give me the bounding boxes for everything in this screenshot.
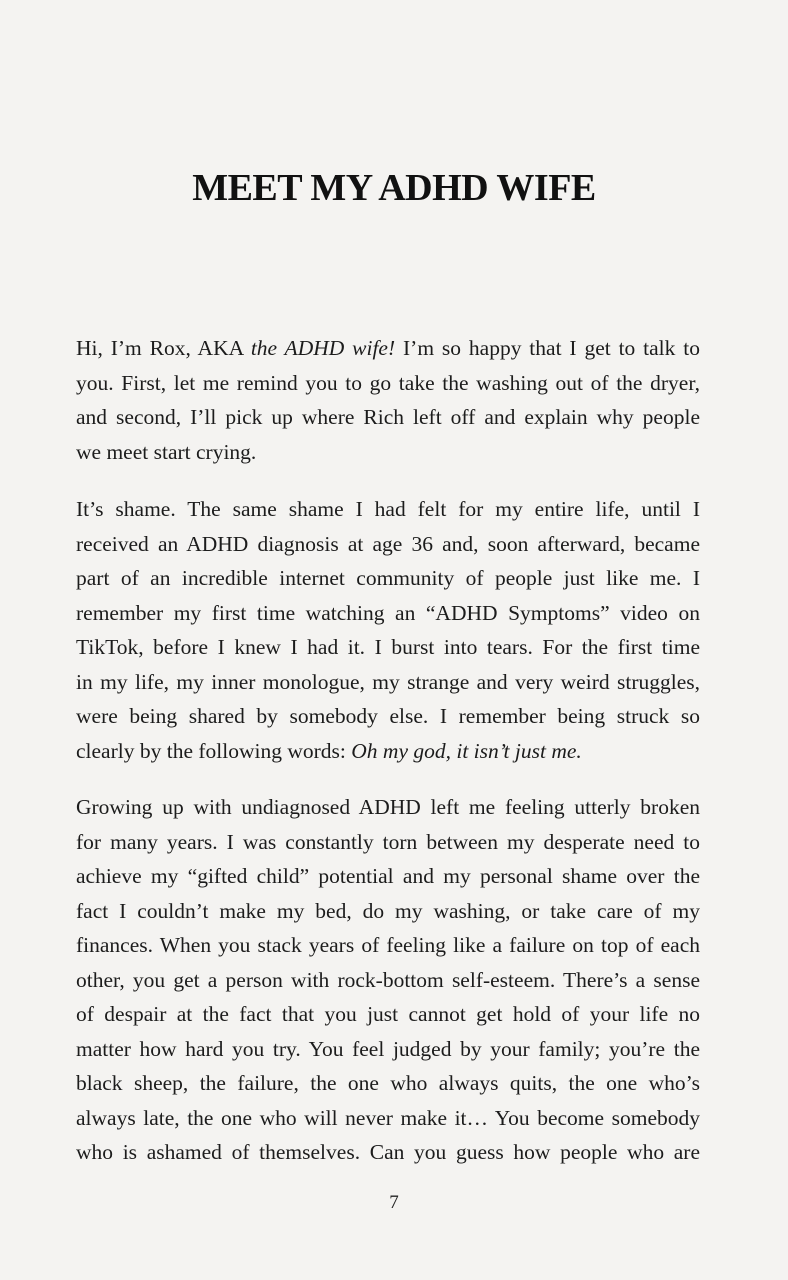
text-line: who is ashamed of themselves. Can you guess how people who are	[76, 1140, 700, 1164]
emphasis-text: Oh my god, it isn’t just me.	[351, 738, 582, 763]
paragraph-1	[76, 331, 700, 469]
text-line: Growing up with undiagnosed ADHD left me feeling utterly broken	[76, 795, 700, 819]
text-line: remember my first time watching an “ADHD Symptoms” video on	[76, 600, 700, 625]
chapter-title: MEET MY ADHD WIFE	[192, 167, 596, 209]
text-line: part of an incredible internet community of people just like me. I	[76, 566, 700, 590]
text-line: and second, I’ll pick up where Rich left off and explain why people	[76, 405, 700, 429]
text-line: we meet start crying.	[76, 439, 257, 464]
text-line: always late, the one who will never make it… You become somebody	[76, 1105, 700, 1130]
text-line: you. First, let me remind you to go take the washing out of the dryer,	[76, 370, 700, 395]
text-line: for many years. I was constantly torn between my desperate need to	[76, 829, 700, 854]
text-line: other, you get a person with rock-bottom self-esteem. There’s a sense	[76, 967, 700, 992]
text-line: of despair at the fact that you just cannot get hold of your life no	[76, 1002, 700, 1026]
text-line: matter how hard you try. You feel judged by your family; you’re the	[76, 1036, 700, 1061]
text-line: fact I couldn’t make my bed, do my washing, or take care of my	[76, 898, 700, 923]
text-line: received an ADHD diagnosis at age 36 and, soon afterward, became	[76, 531, 700, 556]
text-line: were being shared by somebody else. I remember being struck so	[76, 704, 700, 728]
text-line: black sheep, the failure, the one who always quits, the one who’s	[76, 1071, 700, 1095]
text-line: in my life, my inner monologue, my strange and very weird struggles,	[76, 669, 700, 694]
text-line: finances. When you stack years of feeling like a failure on top of each	[76, 933, 700, 957]
text-line: achieve my “gifted child” potential and my personal shame over the	[76, 864, 700, 888]
page-number: 7	[389, 1192, 399, 1213]
text-line: Hi, I’m Rox, AKA the ADHD wife! I’m so happy that I get to talk to	[76, 336, 700, 360]
text-line: TikTok, before I knew I had it. I burst into tears. For the first time	[76, 635, 700, 659]
emphasis-text: the ADHD wife!	[250, 336, 396, 360]
paragraph-2	[76, 492, 700, 768]
text-line: clearly by the following words: Oh my god, it isn’t just me.	[76, 738, 582, 763]
text-line: It’s shame. The same shame I had felt for my entire life, until I	[76, 497, 700, 521]
paragraph-3	[76, 790, 700, 1170]
